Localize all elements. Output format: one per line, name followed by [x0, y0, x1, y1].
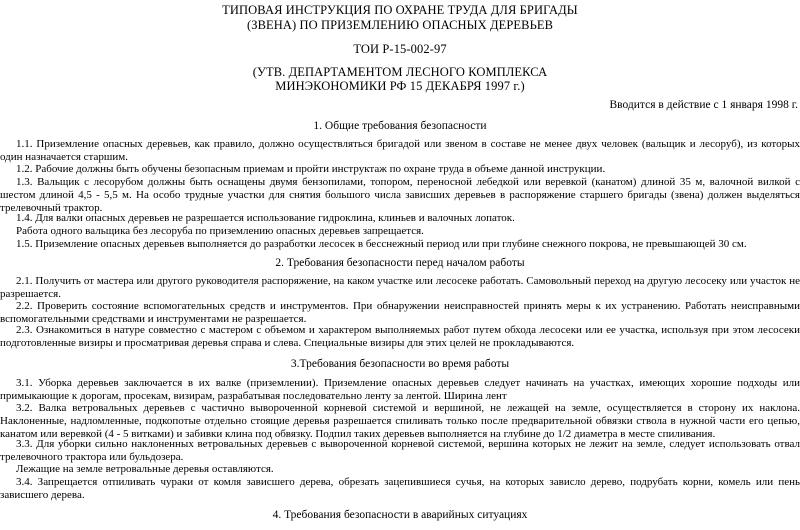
paragraph-2-3: 2.3. Ознакомиться в натуре совместно с мастером с объемом и характером выполняемых работ путем обхода лесосеки или ее участка, используя при этом лесосеки подготовленные визиры и просматривая деревья справа и слева. Специальные визиры для этих целей не прокладываются.	[0, 324, 800, 349]
doc-approval-line1: (УТВ. ДЕПАРТАМЕНТОМ ЛЕСНОГО КОМПЛЕКСА	[252, 65, 548, 79]
doc-approval-line2: МИНЭКОНОМИКИ РФ 15 ДЕКАБРЯ 1997 г.)	[275, 79, 525, 93]
paragraph-3-3b: Лежащие на земле ветровальные деревья оставляются.	[16, 463, 274, 475]
section-1-heading: 1. Общие требования безопасности	[313, 120, 487, 132]
paragraph-1-4b: Работа одного вальщика без лесоруба по приземлению опасных деревьев запрещается.	[16, 225, 424, 237]
effective-date: Вводится в действие с 1 января 1998 г.	[609, 99, 798, 111]
paragraph-1-3: 1.3. Вальщик с лесорубом должны быть оснащены двумя бензопилами, топором, переносной лебедкой или веревкой (канатом) длиной 35 м, валочной вилкой с шестом длиной 4,5 - 5,5 м. На особо трудные участки для снятия большого числа зависших деревьев в распоряжение старшего бригады (звена) должен выделяться трелевочный трактор.	[0, 176, 800, 214]
paragraph-3-4: 3.4. Запрещается отпиливать чураки от комля зависшего дерева, обрезать зацепившиеся сучья, на которых зависло дерево, подрубать корни, комель или пень зависшего дерева.	[0, 476, 800, 501]
paragraph-2-1: 2.1. Получить от мастера или другого руководителя распоряжение, на каком участке или лесосеке работать. Самовольный переход на другую лесосеку или участок не разрешается.	[0, 275, 800, 300]
paragraph-1-5: 1.5. Приземление опасных деревьев выполняется до разработки лесосек в бесснежный период или при глубине снежного покрова, не превышающей 30 см.	[16, 238, 747, 250]
paragraph-3-3: 3.3. Для уборки сильно наклоненных ветровальных деревьев с вывороченной корневой системой, вершина которых не лежит на земле, следует использовать отвал трелевочного трактора или бульдозера.	[0, 438, 800, 463]
section-4-heading: 4. Требования безопасности в аварийных ситуациях	[272, 509, 528, 521]
doc-title-line1: ТИПОВАЯ ИНСТРУКЦИЯ ПО ОХРАНЕ ТРУДА ДЛЯ БРИГАДЫ	[222, 3, 578, 17]
doc-code: ТОИ Р-15-002-97	[353, 42, 447, 56]
doc-title-line2: (ЗВЕНА) ПО ПРИЗЕМЛЕНИЮ ОПАСНЫХ ДЕРЕВЬЕВ	[246, 18, 554, 32]
paragraph-1-2: 1.2. Рабочие должны быть обучены безопасным приемам и пройти инструктаж по охране труда в объеме данной инструкции.	[16, 163, 606, 175]
paragraph-3-2: 3.2. Валка ветровальных деревьев с частично вывороченной корневой системой и вершиной, не лежащей на земле, осуществляется в сторону их наклона. Наклоненные, надломленные, подкопотые отдельно стоящие деревья разрешается спиливать только после предварительной обвязки ствола в нужной части его цепью, канатом или веревкой (4 - 5 витками) и забивки клина под обвязку. Подпил таких деревьев выполняется на глубине до 1/2 диаметра в месте спиливания.	[0, 402, 800, 440]
paragraph-2-2: 2.2. Проверить состояние вспомогательных средств и инструментов. При обнаружении неисправностей принять меры к их устранению. Работать неисправными вспомогательными средствами и инструментами не разрешается.	[0, 300, 800, 325]
section-2-heading: 2. Требования безопасности перед началом работы	[275, 257, 525, 269]
paragraph-3-1: 3.1. Уборка деревьев заключается в их валке (приземлении). Приземление опасных деревьев следует начинать на участках, имеющих хорошие подходы или примыкающие к дорогам, просекам, визирам, разрабатывая последовательно ленту за лентой. Ширина лент	[0, 377, 800, 402]
paragraph-1-4: 1.4. Для валки опасных деревьев не разрешается использование гидроклина, клиньев и валочных лопаток.	[16, 212, 515, 224]
paragraph-1-1: 1.1. Приземление опасных деревьев, как правило, должно осуществляться бригадой или звеном в составе не менее двух человек (вальщик и лесоруб), из которых один назначается старшим.	[0, 138, 800, 163]
section-3-heading: 3.Требования безопасности во время работы	[290, 358, 510, 370]
